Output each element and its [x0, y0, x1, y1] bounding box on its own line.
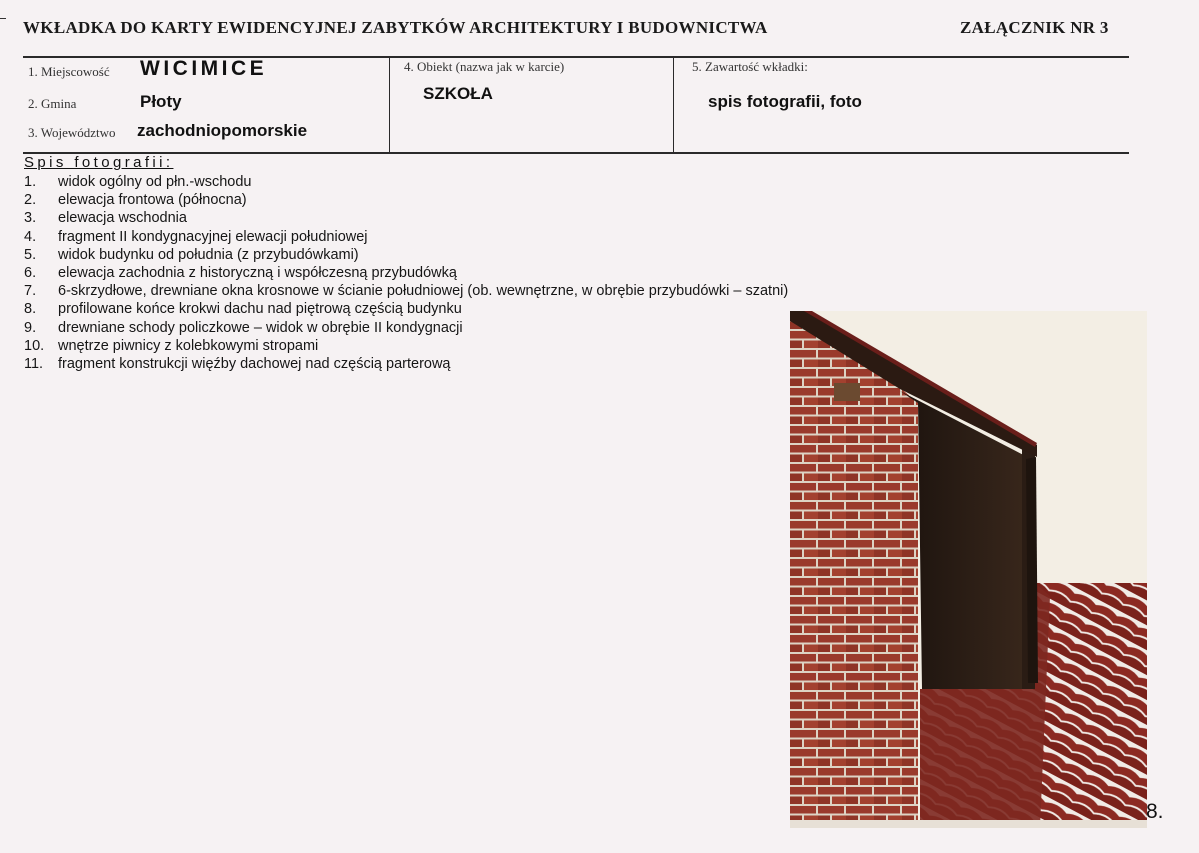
object-label: 4. Obiekt (nazwa jak w karcie)	[404, 59, 565, 74]
voivodeship-value: zachodniopomorskie	[137, 121, 308, 140]
list-item-number: 10.	[24, 337, 45, 354]
photo-rafter-ends	[790, 311, 1147, 828]
photo-list	[24, 173, 788, 373]
list-item-number: 11.	[24, 355, 44, 372]
column-divider-2	[673, 57, 674, 152]
list-item-text: fragment konstrukcji więźby dachowej nad częścią parterową	[58, 355, 451, 372]
list-item	[24, 173, 788, 191]
list-item	[24, 319, 788, 337]
corner-mark	[0, 18, 6, 19]
list-item-text: drewniane schody policzkowe – widok w obrębie II kondygnacji	[58, 319, 463, 336]
list-item	[24, 337, 788, 355]
bottom-rule	[23, 152, 1129, 154]
photo-list-title: Spis fotografii:	[24, 154, 174, 171]
list-item	[24, 228, 788, 246]
list-item-text: widok ogólny od płn.-wschodu	[58, 174, 252, 190]
contents-label: 5. Zawartość wkładki:	[692, 59, 808, 74]
list-item-number: 1.	[24, 174, 37, 190]
list-item-text: elewacja frontowa (północna)	[58, 192, 247, 209]
locality-label: 1. Miejscowość	[28, 64, 110, 79]
list-item-text: wnętrze piwnicy z kolebkowymi stropami	[58, 337, 319, 354]
list-item-number: 6.	[24, 264, 37, 281]
voivodeship-label: 3. Województwo	[28, 125, 116, 140]
column-divider-1	[389, 57, 390, 152]
list-item-text: elewacja wschodnia	[58, 210, 187, 227]
list-item	[24, 300, 788, 318]
list-item-text: elewacja zachodnia z historyczną i współczesną przybudówką	[58, 264, 457, 281]
list-item-text: widok budynku od południa (z przybudówkami)	[58, 246, 359, 263]
list-item-number: 7.	[24, 283, 37, 300]
commune-label: 2. Gmina	[28, 96, 77, 111]
list-item-number: 4.	[24, 228, 37, 245]
commune-value: Płoty	[140, 92, 182, 111]
list-item	[24, 355, 788, 373]
list-item	[24, 191, 788, 209]
photo-number: 8.	[1146, 800, 1164, 823]
list-item	[24, 246, 788, 264]
list-item	[24, 282, 788, 300]
list-item-number: 9.	[24, 319, 37, 336]
annex-number: ZAŁĄCZNIK NR 3	[960, 18, 1109, 37]
list-item-number: 3.	[24, 210, 37, 227]
list-item	[24, 264, 788, 282]
list-item-number: 2.	[24, 192, 37, 209]
contents-value: spis fotografii, foto	[708, 92, 862, 111]
list-item-text: fragment II kondygnacyjnej elewacji południowej	[58, 228, 368, 245]
list-item-number: 5.	[24, 246, 37, 263]
list-item-number: 8.	[24, 301, 37, 318]
locality-value: WICIMICE	[140, 57, 268, 80]
object-value: SZKOŁA	[423, 84, 493, 103]
list-item	[24, 209, 788, 227]
document-title: WKŁADKA DO KARTY EWIDENCYJNEJ ZABYTKÓW ARCHITEKTURY I BUDOWNICTWA	[23, 18, 768, 37]
list-item-text: profilowane końce krokwi dachu nad piętrową częścią budynku	[58, 301, 462, 318]
list-item-text: 6-skrzydłowe, drewniane okna krosnowe w ścianie południowej (ob. wewnętrzne, w obrębie przybudówki – szatni)	[58, 283, 789, 300]
